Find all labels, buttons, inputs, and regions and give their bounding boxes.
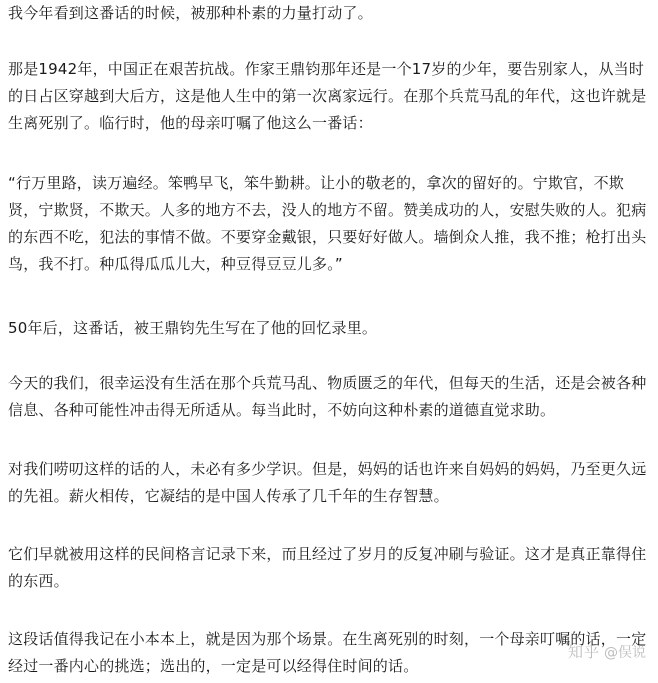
author-handle: @俣说	[604, 644, 646, 661]
paragraph-notebook: 这段话值得我记在小本本上，就是因为那个场景。在生离死别的时刻，一个母亲叮嘱的话，一定经过一番内心的挑选；选出的，一定是可以经得住时间的话。	[8, 630, 647, 675]
zhihu-logo: 知乎	[567, 643, 600, 661]
paragraph-ancestors: 对我们唠叨这样的话的人，未必有多少学识。但是，妈妈的话也许来自妈妈的妈妈，乃至更久远的先祖。薪火相传，它凝结的是中国人传承了几千年的生存智慧。	[8, 460, 647, 505]
paragraph-proverbs: 它们早就被用这样的民间格言记录下来，而且经过了岁月的反复冲刷与验证。这才是真正靠得住的东西。	[8, 545, 647, 590]
paragraph-intro: 我今年看到这番话的时候，被那种朴素的力量打动了。	[8, 4, 373, 22]
paragraph-1942: 那是1942年，中国正在艰苦抗战。作家王鼎钧那年还是一个17岁的少年，要告别家人，从当时的日占区穿越到大后方，这是他人生中的第一次离家远行。在那个兵荒马乱的年代，这也许就是生离死别了。临行时，他的母亲叮嘱了他这么一番话：	[8, 60, 647, 132]
paragraph-today: 今天的我们，很幸运没有生活在那个兵荒马乱、物质匮乏的年代，但每天的生活，还是会被各种信息、各种可能性冲击得无所适从。每当此时，不妨向这种朴素的道德直觉求助。	[8, 374, 647, 419]
zhihu-watermark	[568, 641, 646, 662]
paragraph-50-years: 50年后，这番话，被王鼎钧先生写在了他的回忆录里。	[8, 319, 378, 337]
paragraph-mother-quote: “行万里路，读万遍经。笨鸭早飞，笨牛勤耕。让小的敬老的，拿次的留好的。宁欺官，不欺贤，宁欺贤，不欺天。人多的地方不去，没人的地方不留。赞美成功的人，安慰失败的人。犯病的东西不吃，犯法的事情不做。不要穿金戴银，只要好好做人。墙倒众人推，我不推；枪打出头鸟，我不打。种瓜得瓜瓜儿大，种豆得豆豆儿多。”	[8, 174, 647, 273]
